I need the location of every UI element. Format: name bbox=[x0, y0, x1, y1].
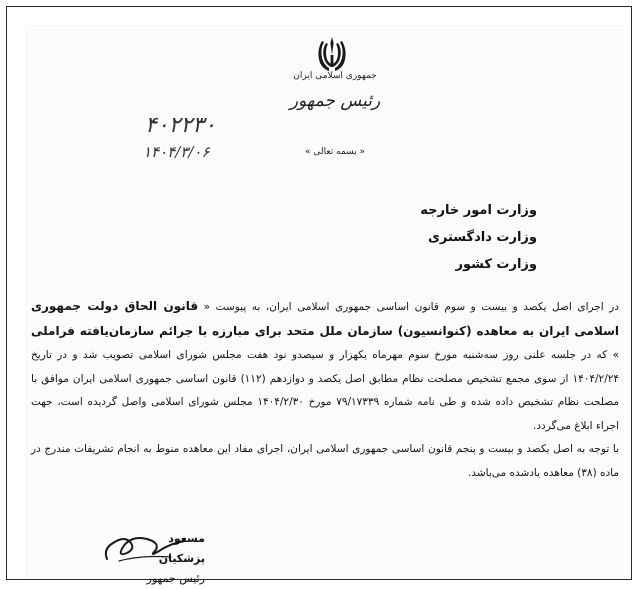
letter-paper bbox=[25, 25, 625, 585]
reference-number: ۴۰۲۲۳۰ bbox=[145, 113, 216, 138]
law-title: قانون الحاق دولت جمهوری اسلامی ایران به معاهده (کنوانسیون) سازمان ملل متحد برای مبارزه با جرائم سازمان‌یافته فراملی bbox=[31, 299, 619, 338]
iran-emblem-icon bbox=[315, 35, 349, 73]
office-title: رئیس جمهور bbox=[289, 91, 381, 111]
body-p1-intro: در اجرای اصل یکصد و بیست و سوم قانون اساسی جمهوری اسلامی ایران، به پیوست « bbox=[198, 301, 619, 313]
recipient-foreign-affairs: وزارت امور خارجه bbox=[420, 203, 537, 218]
document-frame bbox=[6, 6, 632, 585]
letter-body bbox=[31, 295, 619, 485]
reference-date: ۱۴۰۴/۳/۰۶ bbox=[143, 143, 210, 161]
signer-name: مسعود پزشکیان bbox=[158, 532, 205, 565]
recipients-list bbox=[420, 197, 537, 278]
signer-block bbox=[125, 529, 205, 589]
body-p1-rest: » که در جلسه علنی روز سه‌شنبه مورخ سوم مهرماه یکهزار و سیصدو نود هفت مجلس شورای اسلامی تصویب شد و در تاریخ ۱۴۰۴/۲/۲۴ از سوی مجمع تشخیص مصلحت نظام مطابق اصل یکصد و دوازدهم (۱۱۲) قانون اساسی جمهوری اسلامی ایران موافق با مصلحت نظام تشخیص داده شده و طی نامه شماره ۷۹/۱۷۳۳۹ مورخ ۱۴۰۴/۲/۳۰ مجلس شورای اسلامی واصل گردیده است، جهت اجراء ابلاغ می‌گردد. bbox=[31, 349, 620, 432]
invocation: « بسمه تعالی » bbox=[305, 147, 365, 157]
recipient-interior: وزارت کشور bbox=[455, 257, 537, 272]
body-paragraph-2: با توجه به اصل یکصد و بیست و پنجم قانون اساسی جمهوری اسلامی ایران، اجرای مفاد این معاهده منوط به انجام تشریفات مندرج در ماده (۳۸) معاهده یادشده می‌باشد. bbox=[31, 443, 619, 479]
signer-title: رئیس جمهور bbox=[146, 572, 205, 585]
recipient-justice: وزارت دادگستری bbox=[428, 230, 537, 245]
republic-name: جمهوری اسلامی ایران bbox=[293, 71, 377, 81]
body-paragraph-1 bbox=[31, 295, 619, 438]
